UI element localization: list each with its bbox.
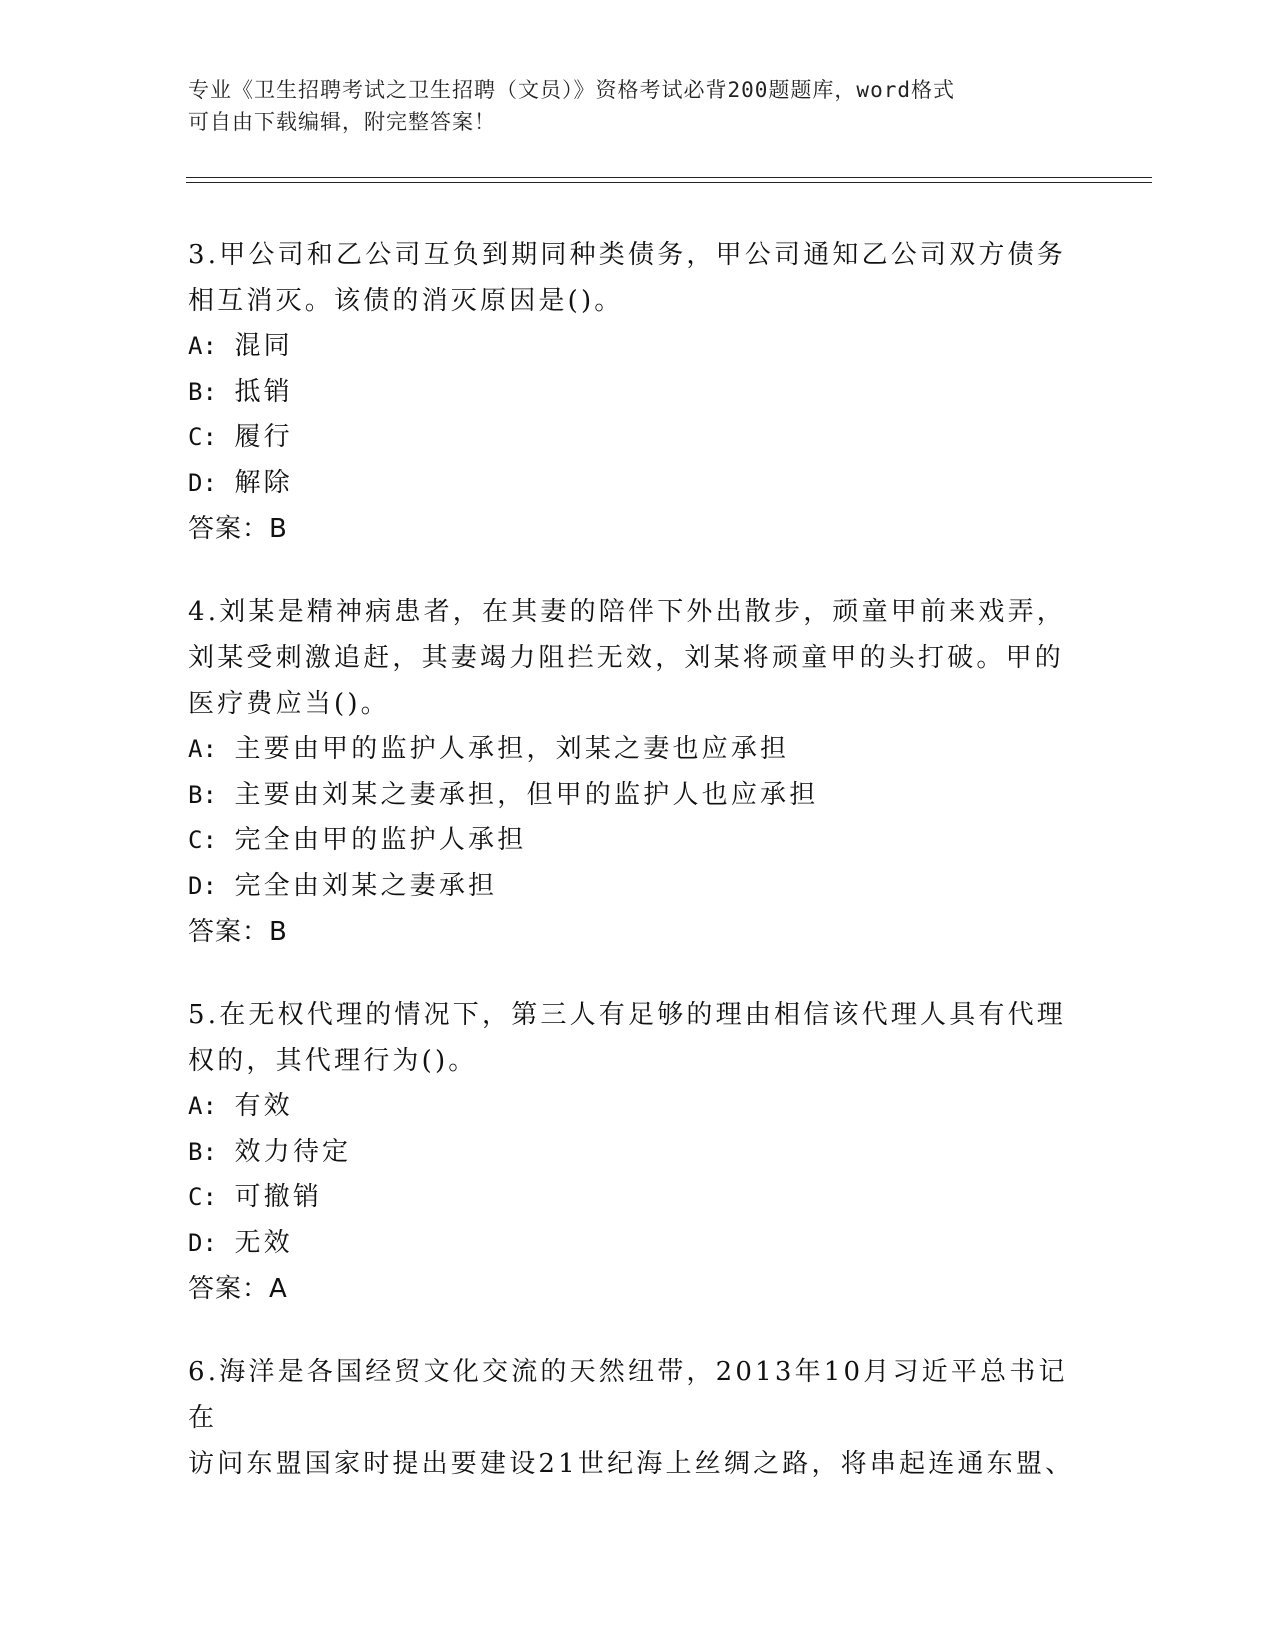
option-letter: C bbox=[188, 826, 203, 854]
option-c bbox=[188, 415, 1088, 461]
option-separator: : bbox=[202, 871, 221, 900]
stem-line: 权的，其代理行为()。 bbox=[188, 1046, 478, 1076]
option-letter: B bbox=[188, 780, 203, 809]
header-line-1: 专业《卫生招聘考试之卫生招聘（文员）》资格考试必背200题题库，word格式 bbox=[188, 78, 955, 102]
header-line-2: 可自由下载编辑，附完整答案！ bbox=[188, 110, 496, 134]
option-separator: : bbox=[202, 1137, 221, 1166]
answer-line: 答案：B bbox=[188, 514, 288, 544]
option-a bbox=[188, 1084, 1088, 1130]
option-separator: : bbox=[202, 1183, 221, 1211]
question-stem bbox=[188, 992, 1088, 1084]
stem-line: 刘某受刺激追赶，其妻竭力阻拦无效，刘某将顽童甲的头打破。甲的 bbox=[188, 643, 1065, 673]
stem-line: 5.在无权代理的情况下，第三人有足够的理由相信该代理人具有代理 bbox=[188, 1000, 1067, 1030]
option-text: 有效 bbox=[234, 1091, 293, 1121]
option-d bbox=[188, 1221, 1088, 1267]
option-letter: D bbox=[188, 871, 203, 900]
option-text: 完全由刘某之妻承担 bbox=[234, 870, 498, 901]
stem-line: 6.海洋是各国经贸文化交流的天然纽带，2013年10月习近平总书记在 bbox=[188, 1357, 1068, 1433]
option-text: 解除 bbox=[234, 467, 293, 498]
option-text: 混同 bbox=[234, 331, 293, 361]
option-text: 主要由刘某之妻承担，但甲的监护人也应承担 bbox=[234, 779, 819, 810]
document-header bbox=[188, 74, 1068, 138]
option-d bbox=[188, 461, 1088, 507]
option-separator: : bbox=[202, 332, 221, 360]
option-letter: A bbox=[188, 1092, 203, 1120]
question-stem bbox=[188, 1349, 1088, 1487]
question-stem bbox=[188, 232, 1088, 324]
option-c bbox=[188, 818, 1088, 864]
question-list bbox=[188, 232, 1088, 1524]
answer-line: 答案：B bbox=[188, 917, 288, 947]
option-d bbox=[188, 864, 1088, 910]
option-separator: : bbox=[202, 780, 221, 809]
stem-line: 4.刘某是精神病患者，在其妻的陪伴下外出散步，顽童甲前来戏弄， bbox=[188, 597, 1067, 627]
option-text: 履行 bbox=[234, 422, 293, 452]
option-letter: B bbox=[188, 1137, 203, 1166]
option-text: 抵销 bbox=[234, 376, 293, 407]
stem-line: 访问东盟国家时提出要建设21世纪海上丝绸之路，将串起连通东盟、 bbox=[188, 1449, 1075, 1479]
question-6 bbox=[188, 1349, 1088, 1487]
option-text: 效力待定 bbox=[234, 1136, 352, 1167]
option-c bbox=[188, 1175, 1088, 1221]
question-stem bbox=[188, 589, 1088, 727]
option-a bbox=[188, 324, 1088, 370]
option-separator: : bbox=[202, 468, 221, 497]
option-b bbox=[188, 773, 1088, 819]
option-letter: C bbox=[188, 423, 203, 451]
option-separator: : bbox=[202, 423, 221, 451]
option-text: 完全由甲的监护人承担 bbox=[234, 825, 527, 855]
stem-line: 医疗费应当()。 bbox=[188, 689, 390, 719]
option-separator: : bbox=[202, 1092, 221, 1120]
stem-line: 相互消灭。该债的消灭原因是()。 bbox=[188, 286, 624, 316]
question-4 bbox=[188, 589, 1088, 955]
option-separator: : bbox=[202, 1228, 221, 1257]
option-letter: A bbox=[188, 735, 203, 763]
option-text: 无效 bbox=[234, 1227, 293, 1258]
option-separator: : bbox=[202, 735, 221, 763]
option-text: 主要由甲的监护人承担，刘某之妻也应承担 bbox=[234, 734, 790, 764]
option-separator: : bbox=[202, 377, 221, 406]
question-3 bbox=[188, 232, 1088, 552]
option-b bbox=[188, 1130, 1088, 1176]
option-text: 可撤销 bbox=[234, 1182, 323, 1212]
option-letter: D bbox=[188, 1228, 203, 1257]
option-separator: : bbox=[202, 826, 221, 854]
option-b bbox=[188, 370, 1088, 416]
option-letter: D bbox=[188, 468, 203, 497]
stem-line: 3.甲公司和乙公司互负到期同种类债务，甲公司通知乙公司双方债务 bbox=[188, 240, 1067, 270]
question-5 bbox=[188, 992, 1088, 1312]
header-divider-bottom bbox=[186, 182, 1152, 183]
option-letter: B bbox=[188, 377, 203, 406]
option-a bbox=[188, 727, 1088, 773]
answer-line: 答案：A bbox=[188, 1274, 288, 1304]
option-letter: A bbox=[188, 332, 203, 360]
header-divider-top bbox=[186, 177, 1152, 178]
option-letter: C bbox=[188, 1183, 203, 1211]
